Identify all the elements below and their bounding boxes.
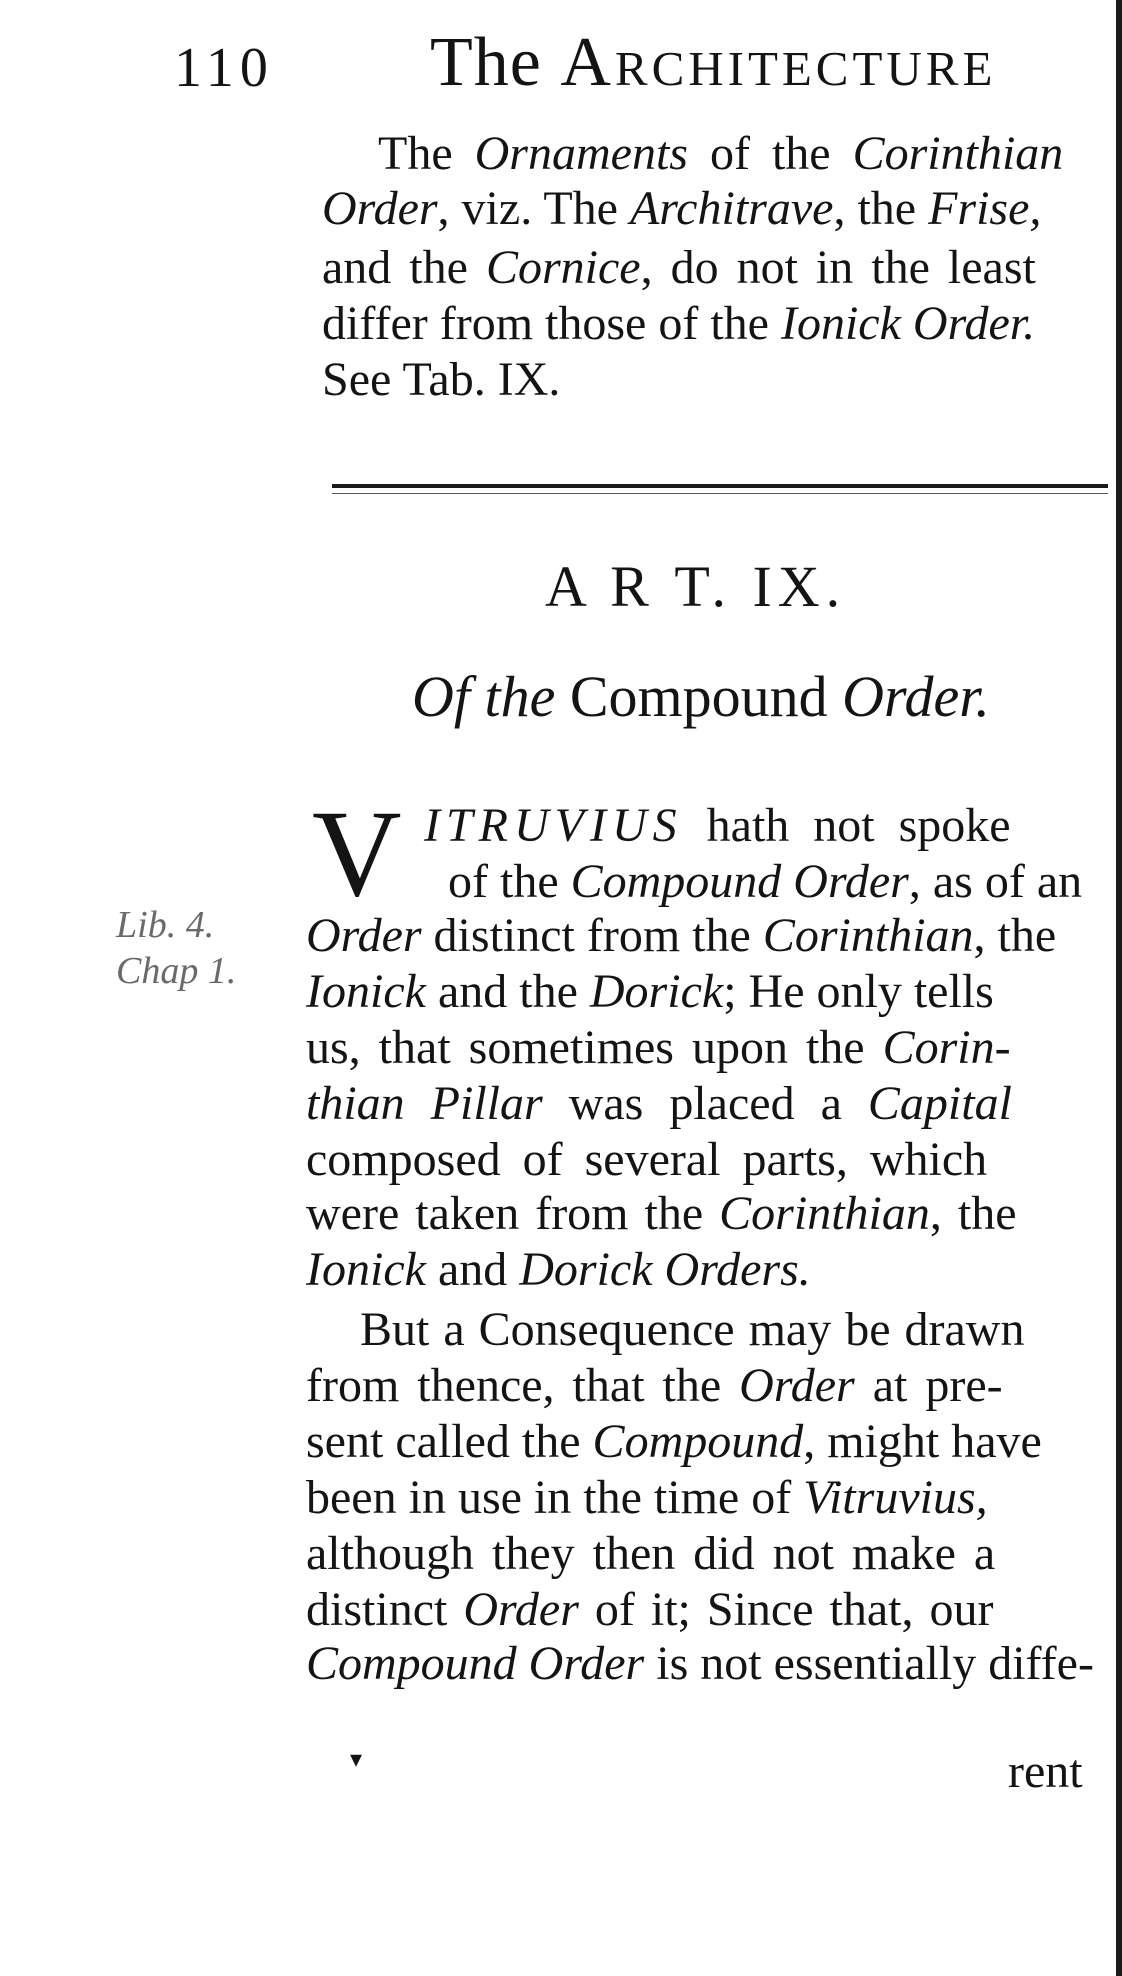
text-run: is not essentially diffe- xyxy=(644,1637,1094,1690)
text-run: and the xyxy=(425,965,590,1018)
text-run-italic: Compound Order xyxy=(570,855,909,908)
text-run: was placed a xyxy=(542,1077,868,1130)
text-run: hath not spoke xyxy=(682,799,1011,852)
text-run-italic: Order xyxy=(306,909,422,962)
text-run: us, that sometimes upon the xyxy=(306,1021,883,1074)
margin-note-line-1: Lib. 4. xyxy=(116,904,215,946)
body2-line-5 xyxy=(306,1527,996,1580)
text-run: and xyxy=(425,1243,520,1296)
body1-line-3 xyxy=(306,909,1057,962)
body1-line-2 xyxy=(448,855,1083,908)
text-run: ; He only tells xyxy=(723,965,994,1018)
body2-line-4 xyxy=(306,1471,988,1524)
margin-note-line-2: Chap 1. xyxy=(116,950,237,992)
text-run-italic: Compound Order xyxy=(306,1637,645,1690)
running-head xyxy=(430,24,997,101)
text-run: were taken from the xyxy=(306,1187,720,1240)
text-run: , the xyxy=(973,909,1057,962)
text-run-italic: Ionick Order. xyxy=(780,297,1036,350)
text-run-italic: Corinthian xyxy=(762,909,974,962)
article-heading: A R T. IX. xyxy=(545,554,847,619)
text-run-italic: thian Pillar xyxy=(306,1077,543,1130)
text-run: , might have xyxy=(803,1415,1042,1468)
body1-line-7 xyxy=(306,1133,988,1186)
text-run-italic: Dorick Orders. xyxy=(519,1243,811,1296)
text-run-italic: Compound xyxy=(592,1415,804,1468)
body2-line-6 xyxy=(306,1583,994,1636)
body1-line-4 xyxy=(306,965,994,1018)
title-compound: Compound xyxy=(555,664,843,729)
text-run: , the xyxy=(929,1187,1017,1240)
body1-line-9 xyxy=(306,1243,811,1296)
title-of: Of the xyxy=(412,664,556,729)
text-run-italic: Architrave xyxy=(629,182,834,235)
text-run: of it; Since that, our xyxy=(578,1583,994,1636)
text-run-italic: Corin- xyxy=(882,1021,1011,1074)
intro-line-2 xyxy=(322,182,1042,235)
text-run: composed of several parts, which xyxy=(306,1133,988,1186)
page-number: 110 xyxy=(174,37,274,99)
text-run: and the xyxy=(322,241,486,294)
body1-line-5 xyxy=(306,1021,1011,1074)
article-title xyxy=(412,664,990,729)
text-run: although they then did not make a xyxy=(306,1527,996,1580)
text-run: sent called the xyxy=(306,1415,593,1468)
section-rule-thin xyxy=(332,493,1108,494)
text-run: The xyxy=(378,127,475,180)
catchword: rent xyxy=(1008,1745,1083,1798)
text-run-italic: Ornaments xyxy=(474,127,688,180)
printer-mark-icon: ▾ xyxy=(350,1747,363,1773)
body2-line-3 xyxy=(306,1415,1042,1468)
text-run-italic: Corinthian xyxy=(719,1187,930,1240)
intro-line-5 xyxy=(322,353,561,406)
body2-line-2 xyxy=(306,1359,1003,1412)
text-run: But a Consequence may be drawn xyxy=(360,1303,1025,1356)
text-run-italic: Dorick xyxy=(589,965,724,1018)
body2-line-1 xyxy=(360,1303,1025,1356)
text-run: differ from those of the xyxy=(322,297,781,350)
text-run-italic: Capital xyxy=(867,1077,1012,1130)
intro-line-3 xyxy=(322,241,1036,294)
text-run: , the xyxy=(833,182,929,235)
section-rule xyxy=(332,484,1108,488)
title-order: Order. xyxy=(842,664,990,729)
text-run-italic: Order xyxy=(463,1583,579,1636)
text-run-italic: Cornice xyxy=(485,241,641,294)
text-run: distinct xyxy=(306,1583,464,1636)
text-run-italic: Ionick xyxy=(306,1243,426,1296)
text-run-italic: Order xyxy=(322,182,438,235)
text-run-italic: Vitruvius, xyxy=(803,1471,988,1524)
text-run: distinct from the xyxy=(421,909,763,962)
page-edge-shadow xyxy=(1116,0,1122,1976)
intro-line-1 xyxy=(378,127,1064,180)
text-run: of the xyxy=(448,855,571,908)
body1-line-8 xyxy=(306,1187,1017,1240)
text-run: See Tab. IX. xyxy=(322,353,561,406)
text-run-italic: ITRUVIUS xyxy=(424,799,683,852)
text-run: of the xyxy=(687,127,853,180)
body2-line-7 xyxy=(306,1637,1094,1690)
intro-line-4 xyxy=(322,297,1036,350)
text-run: , viz. The xyxy=(437,182,630,235)
text-run: from thence, that the xyxy=(306,1359,740,1412)
text-run-italic: Order xyxy=(739,1359,855,1412)
text-run: , do not in the least xyxy=(640,241,1036,294)
running-head-title: Architecture xyxy=(560,24,997,101)
body1-line-1 xyxy=(424,799,1011,852)
text-run: at pre- xyxy=(854,1359,1003,1412)
text-run-italic: Corinthian xyxy=(852,127,1064,180)
body1-line-6 xyxy=(306,1077,1012,1130)
text-run-italic: Ionick xyxy=(306,965,426,1018)
drop-cap: V xyxy=(312,785,402,922)
text-run: , as of an xyxy=(908,855,1083,908)
running-head-the: The xyxy=(430,24,542,101)
text-run-italic: Frise, xyxy=(928,182,1042,235)
text-run: been in use in the time of xyxy=(306,1471,804,1524)
